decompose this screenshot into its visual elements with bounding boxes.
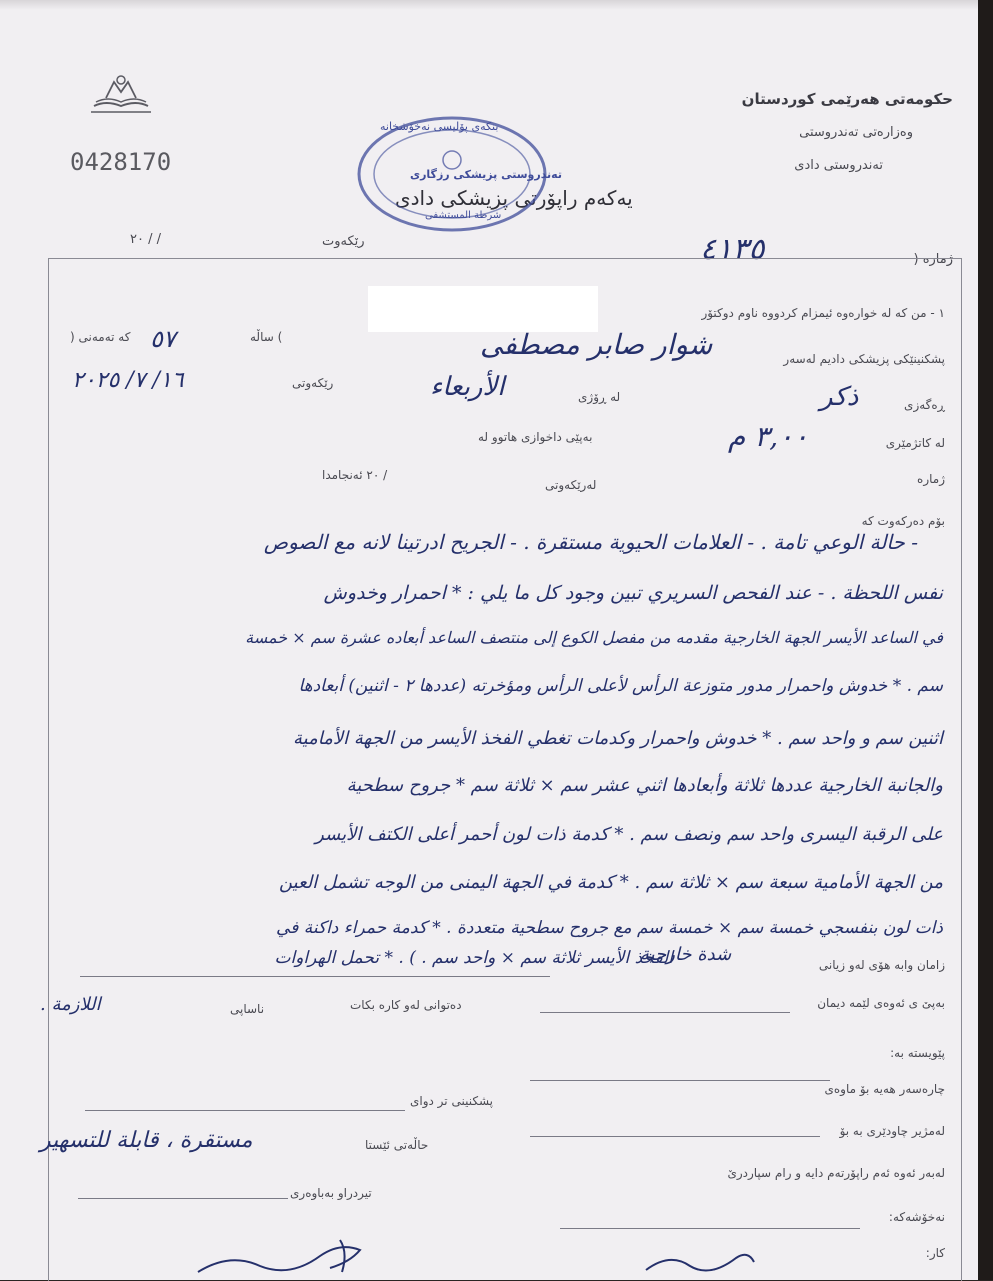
finding-line: على الرقبة اليسرى واحد سم ونصف سم . * كدمة ذات لون أحمر أعلى الكتف الأيسر bbox=[315, 824, 943, 845]
reason-label: لەبەر ئەوە ئەم راپۆرتەم دایە و رام سپاردرێ bbox=[727, 1166, 945, 1180]
patient-name: شوار صابر مصطفى bbox=[480, 328, 713, 361]
age-suffix: ) ساڵە bbox=[250, 330, 283, 344]
gov-title: حکومەتی هەرێمی کوردستان bbox=[741, 90, 953, 108]
redacted-doctor-name bbox=[368, 286, 598, 332]
observation-label: لەمژیر چاودێری بە بۆ bbox=[839, 1124, 945, 1138]
stamp-line-3: شرطة المستشفى bbox=[425, 210, 502, 221]
finding-line: ذات لون بنفسجي خمسة سم × خمسة سم مع جروح سطحية متعددة . * كدمة حمراء داكنة في bbox=[276, 918, 943, 938]
background-edge bbox=[978, 0, 993, 1280]
paper-edge bbox=[0, 0, 993, 10]
ministry-logo-icon bbox=[86, 70, 156, 118]
time-label: لە کاتژمێری bbox=[885, 436, 945, 450]
age-value: ٥٧ bbox=[150, 325, 176, 353]
patient-sign-label: نەخۆشەکە: bbox=[888, 1210, 945, 1224]
finding-line: - حالة الوعي تامة . - العلامات الحيوية مستقرة . - الجريح ادرتينا لانه مع الصوص bbox=[263, 530, 918, 554]
time-value: ٣,٠٠ م bbox=[728, 420, 809, 453]
directorate-name: تەندروستی دادی bbox=[794, 158, 883, 173]
age-label: کە تەمەنی ( bbox=[70, 330, 131, 344]
stamp-line-1: بنکەی پۆلیسی نەخۆشخانە bbox=[380, 120, 499, 133]
tool-label: زامان وابە هۆی لەو زیانی bbox=[818, 958, 945, 972]
can-do-label: دەتوانی لەو کارە بکات bbox=[350, 998, 462, 1012]
treatment-label: پشکنینی تر دوای bbox=[410, 1094, 493, 1108]
request-dated-label: لەرێکەوتی bbox=[545, 478, 597, 492]
stamp-line-2: تەندروستی پزیشکی رزگاری bbox=[410, 168, 562, 181]
required-label: پێویستە بە: bbox=[890, 1046, 945, 1060]
report-title: یەکەم راپۆرتی پزیشکی دادی bbox=[395, 186, 633, 210]
found-label: بۆم دەرکەوت کە bbox=[861, 514, 945, 528]
day-value: الأربعاء bbox=[430, 372, 505, 402]
date-of-exam-value: ١٦/ ٧/ ٢٠٢٥ bbox=[72, 368, 184, 393]
finding-line: من الجهة الأمامية سبعة سم × ثلاثة سم . * كدمة في الجهة اليمنى من الوجه تشمل العين bbox=[278, 872, 943, 893]
finding-line: اللازمة . bbox=[40, 994, 101, 1015]
ministry-name: وەزارەتی تەندروستی bbox=[799, 125, 913, 140]
clerk-sign-label: کار: bbox=[925, 1246, 945, 1260]
gender-value: ذكر bbox=[820, 382, 859, 412]
finding-line: والجانبة الخارجية عددها ثلاثة وأبعادها اثني عشر سم × ثلاثة سم * جروح سطحية bbox=[346, 775, 943, 796]
date-label: رێکەوت bbox=[322, 234, 365, 249]
status-label: حاڵەتی ئێستا bbox=[365, 1138, 429, 1152]
day-label: لە ڕۆژی bbox=[578, 390, 621, 404]
status-value: مستقرة ، قابلة للتسهير bbox=[40, 1128, 253, 1153]
request-label: بەپێی داخوازی هاتوو لە bbox=[478, 430, 593, 444]
request-number-label: ژمارە bbox=[917, 472, 945, 486]
work-value: ناساپی bbox=[230, 1002, 265, 1016]
doctor-statement: ١ - من کە لە خوارەوە ئیمزام کردووە ناوم دوکتۆر bbox=[701, 306, 945, 320]
gender-label: ڕەگەزی bbox=[904, 398, 945, 412]
finding-line: نفس اللحظة . - عند الفحص السريري تبين وجود كل ما يلي : * احمرار وخدوش bbox=[323, 582, 943, 604]
date-of-exam-label: رێکەوتی bbox=[292, 376, 334, 390]
trust-label: تیردراو بەباوەری bbox=[290, 1186, 372, 1200]
finding-line: اثنين سم و واحد سم . * خدوش واحمرار وكدمات تغطي الفخذ الأيسر من الجهة الأمامية bbox=[293, 728, 943, 749]
serial-number: 0428170 bbox=[70, 148, 172, 176]
tool-value: شدة خارجية bbox=[640, 944, 732, 965]
followup-label: چارەسەر هەیە بۆ ماوەی bbox=[824, 1082, 945, 1096]
doctor-signature-icon bbox=[190, 1232, 380, 1280]
request-year-label: / ٢٠ ئەنجامدا bbox=[322, 468, 388, 482]
clerk-signature-icon bbox=[640, 1244, 760, 1278]
number-label: ژمارە ( bbox=[913, 252, 953, 267]
date-value: / / ٢٠ bbox=[130, 232, 161, 247]
number-value: ٤١٣٥ bbox=[700, 232, 765, 267]
finding-line: في الساعد الأيسر الجهة الخارجية مقدمه من مفصل الكوع إلى منتصف الساعد أبعاده عشرة سم × خمسة bbox=[245, 628, 943, 647]
finding-line: الفخذ الأيسر ثلاثة سم × واحد سم . ) . * تحمل الهراوات bbox=[274, 948, 673, 968]
finding-line: سم . * خدوش واحمرار مدور متوزعة الرأس لأعلى الرأس ومؤخرته (عددها ٢ - اثنين) أبعادها bbox=[298, 676, 943, 696]
examined-label: پشکنینێکی پزیشکی دادیم لەسەر bbox=[783, 352, 945, 366]
per-label: بەپێ ی ئەوەی لێمە دیمان bbox=[817, 996, 945, 1010]
